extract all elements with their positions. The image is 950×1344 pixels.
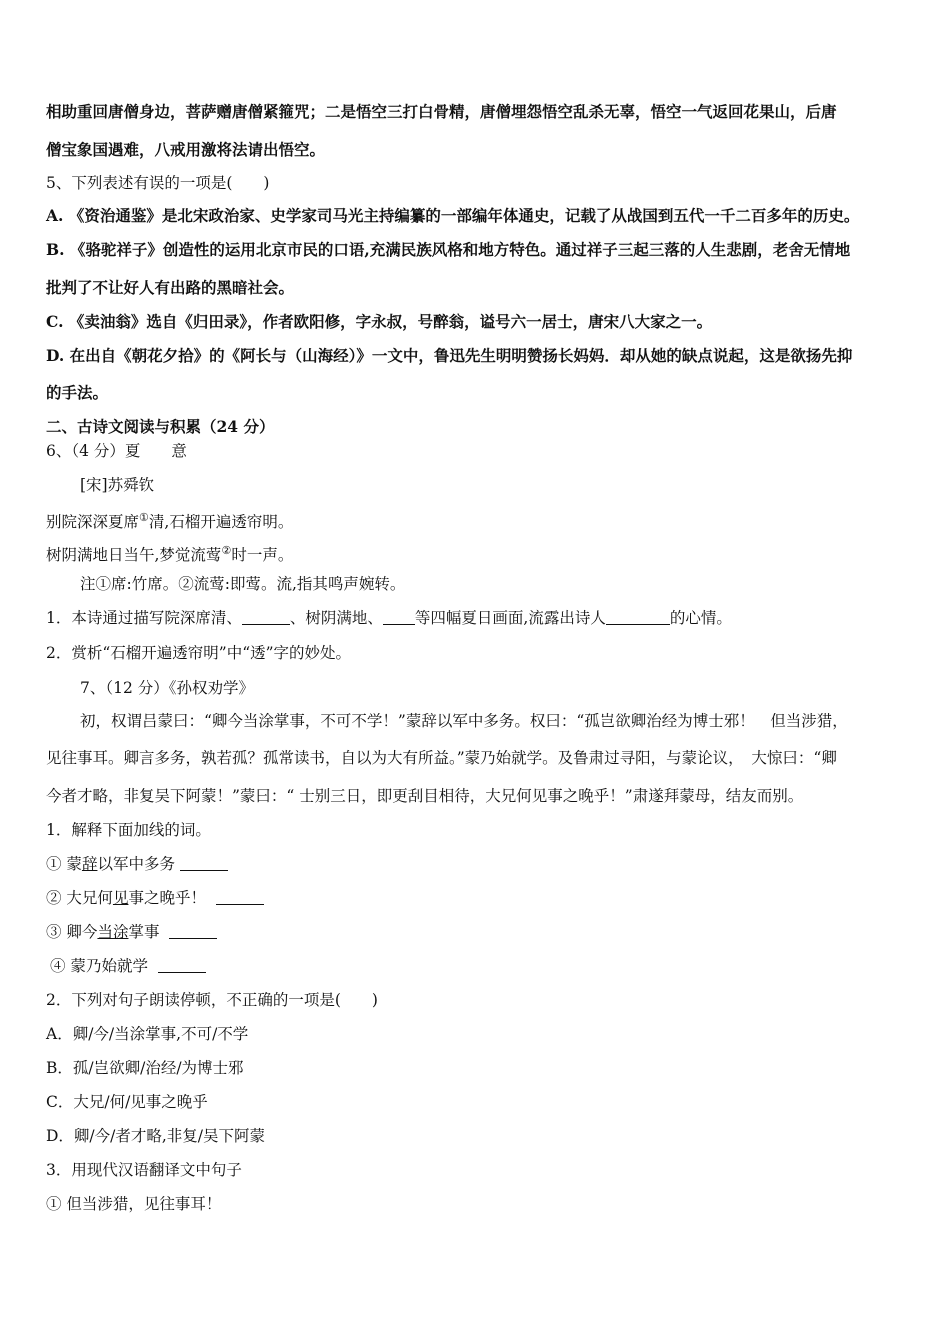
section-2-title: 二、古诗文阅读与积累（24 分） (46, 417, 275, 436)
q6-sub1-text-b: 、树阴满地、 (289, 609, 383, 627)
q6-poem-author: [宋]苏舜钦 (80, 476, 155, 494)
q7-sub-question-1: 1．解释下面加线的词。 (46, 821, 211, 839)
q7-word-item-1 (46, 854, 228, 874)
q5-stem: 5、下列表述有误的一项是( ) (46, 174, 270, 192)
item-prefix: ③ 卿今 (46, 923, 98, 941)
q7-option-c: C．大兄/何/见事之晚乎 (46, 1093, 208, 1111)
answer-blank[interactable] (180, 855, 228, 871)
q5-option-b-line-1: B. 《骆驼祥子》创造性的运用北京市民的口语,充满民族风格和地方特色。通过祥子三起三落的人生悲剧，老舍无情地 (46, 240, 851, 259)
q7-translate-item-1: ① 但当涉猎，见往事耳！ (46, 1195, 222, 1213)
q6-sub-question-2: 2．赏析“石榴开遍透帘明”中“透”字的妙处。 (46, 644, 352, 662)
item-suffix: 事之晚乎！ (128, 889, 206, 907)
q6-stem: 6、（4 分）夏 意 (46, 442, 187, 460)
underlined-word: 辞 (81, 855, 98, 873)
answer-blank[interactable] (169, 923, 217, 939)
q7-passage-line-2: 见往事耳。卿言多务，孰若孤？孤常读书，自以为大有所益。”蒙乃始就学。及鲁肃过寻阳，与蒙论议， 大惊曰：“卿 (46, 749, 837, 767)
q7-passage-line-1: 初，权谓吕蒙曰：“卿今当涂掌事，不可不学！”蒙辞以军中多务。权曰：“孤岂欲卿治经为博士邪！ 但当涉猎， (80, 712, 848, 730)
q5-option-d-line-1: D. 在出自《朝花夕拾》的《阿长与（山海经）》一文中，鲁迅先生明明赞扬长妈妈．却从她的缺点说起，这是欲扬先抑 (46, 346, 853, 365)
poem-line-1-part-b: 清,石榴开遍透帘明。 (148, 513, 294, 532)
answer-blank[interactable] (383, 609, 415, 625)
item-word: 乃 (85, 957, 102, 975)
answer-blank[interactable] (606, 609, 670, 625)
q7-sub-question-2: 2．下列对句子朗读停顿，不正确的一项是( ) (46, 991, 378, 1009)
q7-sub-question-3: 3．用现代汉语翻译文中句子 (46, 1161, 242, 1179)
q7-word-item-3 (46, 922, 217, 942)
underlined-word: 当涂 (97, 923, 129, 941)
q5-option-a: A. 《资治通鉴》是北宋政治家、史学家司马光主持编纂的一部编年体通史，记载了从战国到五代一千二百多年的历史。 (46, 206, 860, 225)
poem-line-1-part-a: 别院深深夏席 (46, 513, 140, 532)
item-suffix: 以军中多务 (97, 855, 175, 873)
q5-option-d-line-2: 的手法。 (46, 383, 109, 402)
poem-line-2-part-b: 时一声。 (231, 546, 294, 565)
q7-option-b: B．孤/岂欲卿/治经/为博士邪 (46, 1059, 244, 1077)
intro-line-2: 僧宝象国遇难，八戒用激将法请出悟空。 (46, 140, 326, 159)
q6-poem-line-1 (46, 508, 293, 532)
q5-option-c: C. 《卖油翁》选自《归田录》，作者欧阳修，字永叔，号醉翁，谥号六一居士，唐宋八大家之一。 (46, 312, 713, 331)
q6-sub1-text-a: 1．本诗通过描写院深席清、 (46, 609, 242, 627)
answer-blank[interactable] (158, 957, 206, 973)
q7-option-d: D．卿/今/者才略,非复/吴下阿蒙 (46, 1127, 266, 1145)
answer-blank[interactable] (242, 609, 290, 625)
poem-line-2-part-a: 树阴满地日当午,梦觉流莺 (46, 546, 222, 565)
q7-word-item-2 (46, 888, 264, 908)
q6-sub-question-1 (46, 608, 732, 628)
item-prefix: ① 蒙 (46, 855, 82, 873)
q6-sub1-text-c: 等四幅夏日画面,流露出诗人 (414, 609, 606, 627)
q7-word-item-4 (50, 956, 206, 976)
underlined-word: 见 (112, 889, 129, 907)
answer-blank[interactable] (216, 889, 264, 905)
item-suffix: 始就学 (101, 957, 148, 975)
q7-option-a: A．卿/今/当涂掌事,不可/不学 (46, 1025, 249, 1043)
item-prefix: ② 大兄何 (46, 889, 113, 907)
note-marker-1: ① (139, 511, 149, 524)
intro-line-1: 相助重回唐僧身边，菩萨赠唐僧紧箍咒；二是悟空三打白骨精，唐僧埋怨悟空乱杀无辜，悟空一气返回花果山，后唐 (46, 102, 837, 121)
item-prefix: ④ 蒙 (50, 957, 86, 975)
q6-sub1-text-d: 的心情。 (669, 609, 732, 627)
note-marker-2: ② (221, 544, 232, 557)
q7-stem: 7、（12 分）《孙权劝学》 (80, 679, 255, 697)
q5-option-b-line-2: 批判了不让好人有出路的黑暗社会。 (46, 278, 295, 297)
item-suffix: 掌事 (128, 923, 160, 941)
q6-poem-line-2 (46, 541, 293, 565)
q7-passage-line-3: 今者才略，非复吴下阿蒙！”蒙曰：“ 士别三日，即更刮目相待，大兄何见事之晚乎！”肃遂拜蒙母，结友而别。 (46, 787, 804, 805)
q6-poem-notes: 注①席:竹席。②流莺:即莺。流,指其鸣声婉转。 (80, 575, 406, 593)
